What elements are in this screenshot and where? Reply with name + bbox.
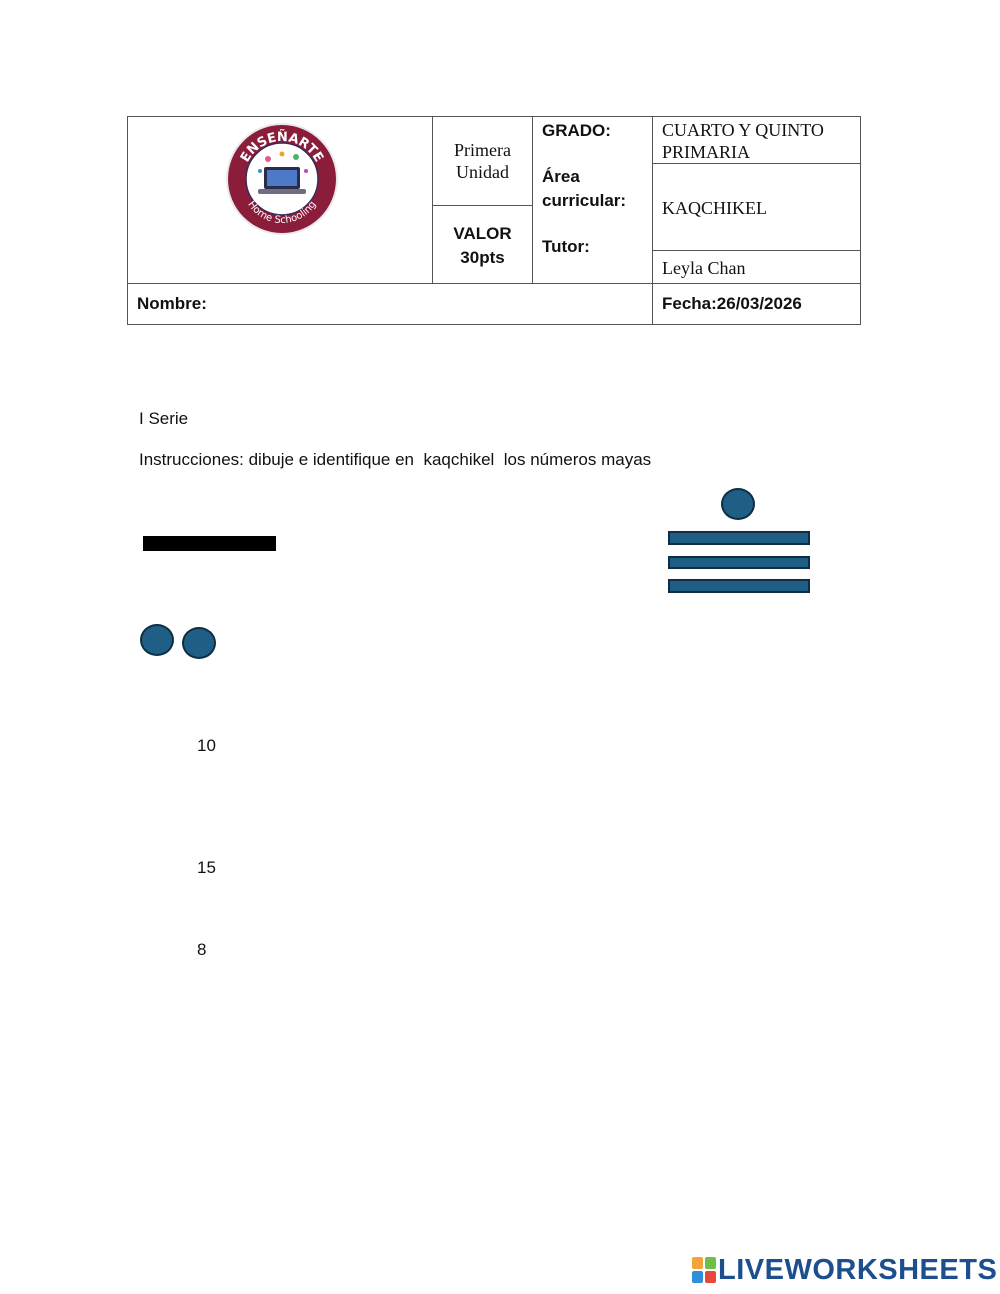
maya-dot xyxy=(721,488,755,520)
valor-cell xyxy=(432,205,533,284)
maya-dot xyxy=(140,624,174,656)
maya-bar-black xyxy=(143,536,276,551)
liveworksheets-icon xyxy=(692,1257,716,1283)
logo-top-text: ENSEÑARTE xyxy=(237,129,327,165)
liveworksheets-brand: LIVEWORKSHEETS xyxy=(718,1253,998,1286)
unit-cell xyxy=(432,116,533,206)
series-title: I Serie xyxy=(139,409,189,428)
maya-bar xyxy=(668,556,810,569)
maya-dot xyxy=(182,627,216,659)
school-seal-icon xyxy=(224,121,340,237)
number-label: 8 xyxy=(197,940,207,959)
valor-label: VALOR xyxy=(453,224,512,243)
unit-text: Primera Unidad xyxy=(454,140,511,182)
logo-cell xyxy=(127,116,433,284)
grado-value-1: CUARTO Y QUINTO xyxy=(662,120,824,140)
logo-bottom-text: Home Schooling xyxy=(245,199,319,227)
nombre-cell xyxy=(127,283,653,325)
number-label: 10 xyxy=(197,736,216,755)
maya-bar xyxy=(668,579,810,593)
grado-value-2: PRIMARIA xyxy=(662,142,751,162)
fecha-label: Fecha:26/03/2026 xyxy=(662,294,802,313)
area-value-cell xyxy=(652,163,861,251)
instructions-text: Instrucciones: dibuje e identifique en kaqchikel los números mayas xyxy=(139,450,652,469)
maya-bar xyxy=(668,531,810,545)
labels-cell xyxy=(532,116,653,284)
tutor-value: Leyla Chan xyxy=(662,258,746,278)
tutor-value-cell xyxy=(652,250,861,284)
grado-label: GRADO: xyxy=(542,121,611,140)
valor-points: 30pts xyxy=(460,248,505,267)
tutor-label: Tutor: xyxy=(542,237,590,256)
number-label: 15 xyxy=(197,858,216,877)
liveworksheets-logo[interactable] xyxy=(692,1254,997,1286)
area-label-1: Área xyxy=(542,167,580,186)
fecha-cell xyxy=(652,283,861,325)
grado-value-cell xyxy=(652,116,861,164)
area-label-2: curricular: xyxy=(542,191,627,210)
nombre-label: Nombre: xyxy=(137,294,207,313)
header-table xyxy=(127,116,861,325)
area-value: KAQCHIKEL xyxy=(662,198,767,218)
